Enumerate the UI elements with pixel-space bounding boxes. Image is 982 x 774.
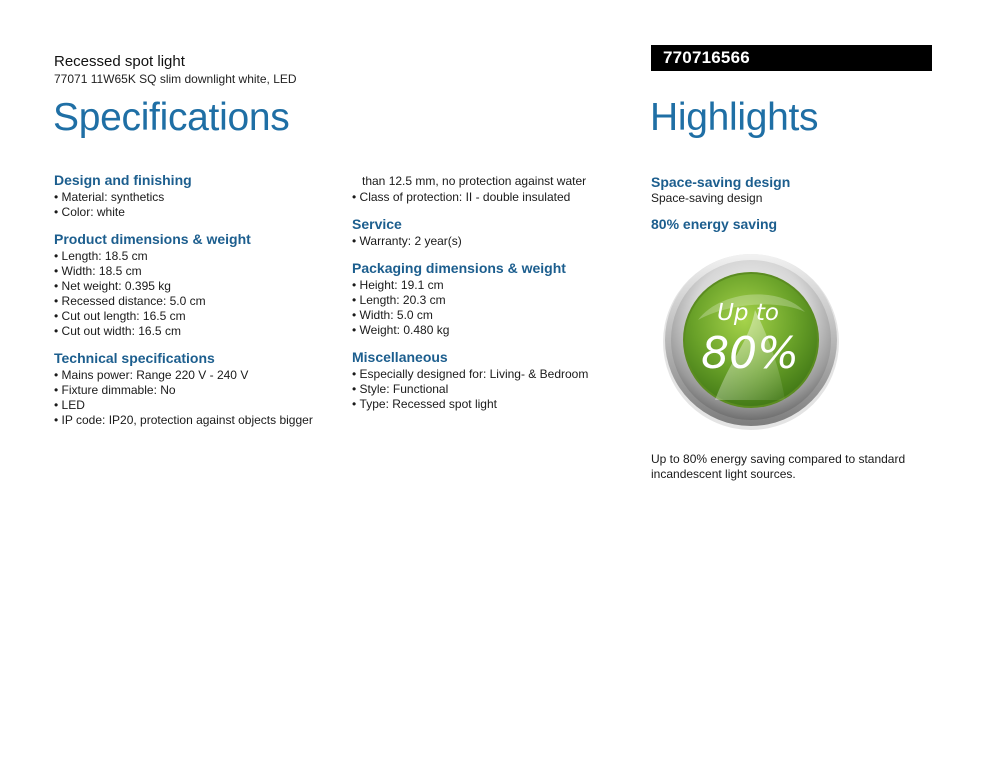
packaging-dimensions-section bbox=[352, 260, 632, 338]
spec-item: • Length: 20.3 cm bbox=[352, 293, 632, 308]
spec-item: • Width: 18.5 cm bbox=[54, 264, 334, 279]
spec-item: • Mains power: Range 220 V - 240 V bbox=[54, 368, 334, 383]
product-code-bar bbox=[651, 45, 932, 71]
section-title: Product dimensions & weight bbox=[54, 231, 251, 247]
product-code: 770716566 bbox=[663, 48, 750, 67]
spec-item: • Type: Recessed spot light bbox=[352, 397, 632, 412]
spec-list bbox=[352, 367, 632, 412]
spec-item-continuation: than 12.5 mm, no protection against water bbox=[362, 174, 587, 188]
product-dimensions-section bbox=[54, 231, 334, 339]
spec-list bbox=[54, 190, 334, 220]
spec-list bbox=[54, 249, 334, 339]
product-subtitle: 77071 11W65K SQ slim downlight white, LED bbox=[54, 72, 297, 86]
specs-column-2 bbox=[352, 174, 632, 423]
spec-item: • Warranty: 2 year(s) bbox=[352, 234, 632, 249]
spec-list bbox=[352, 278, 632, 338]
highlight-description: Space-saving design bbox=[651, 191, 763, 205]
highlights-heading: Highlights bbox=[650, 96, 819, 139]
spec-item: • Cut out width: 16.5 cm bbox=[54, 324, 334, 339]
energy-saving-badge-icon bbox=[660, 250, 842, 432]
spec-item: • Recessed distance: 5.0 cm bbox=[54, 294, 334, 309]
spec-item: • Net weight: 0.395 kg bbox=[54, 279, 334, 294]
highlight-title: Space-saving design bbox=[651, 174, 791, 190]
spec-item: • Color: white bbox=[54, 205, 334, 220]
section-title: Miscellaneous bbox=[352, 349, 448, 365]
spec-item: • Length: 18.5 cm bbox=[54, 249, 334, 264]
section-title: Technical specifications bbox=[54, 350, 215, 366]
spec-item: • Class of protection: II - double insulated bbox=[352, 190, 632, 205]
section-title: Packaging dimensions & weight bbox=[352, 260, 566, 276]
spec-item: • Width: 5.0 cm bbox=[352, 308, 632, 323]
spec-item: • Cut out length: 16.5 cm bbox=[54, 309, 334, 324]
technical-specifications-section bbox=[54, 350, 334, 428]
design-finishing-section bbox=[54, 172, 334, 220]
highlights-column bbox=[651, 174, 941, 233]
section-title: Service bbox=[352, 216, 402, 232]
highlight-space-saving bbox=[651, 174, 941, 206]
section-title: Design and finishing bbox=[54, 172, 192, 188]
spec-list bbox=[54, 368, 334, 428]
spec-list bbox=[352, 234, 632, 249]
spec-list bbox=[352, 190, 632, 205]
spec-item: • Style: Functional bbox=[352, 382, 632, 397]
spec-item: • Fixture dimmable: No bbox=[54, 383, 334, 398]
miscellaneous-section bbox=[352, 349, 632, 412]
highlight-title: 80% energy saving bbox=[651, 216, 778, 232]
spec-item: • IP code: IP20, protection against objects bigger bbox=[54, 413, 334, 428]
badge-text-percent: 80% bbox=[701, 328, 799, 379]
spec-item: • Material: synthetics bbox=[54, 190, 334, 205]
highlight-energy-saving bbox=[651, 216, 941, 233]
specifications-heading: Specifications bbox=[53, 96, 290, 139]
spec-item: • Weight: 0.480 kg bbox=[352, 323, 632, 338]
spec-item: • Height: 19.1 cm bbox=[352, 278, 632, 293]
technical-specifications-continued bbox=[352, 174, 632, 205]
service-section bbox=[352, 216, 632, 249]
specs-column-1 bbox=[54, 172, 334, 439]
product-title: Recessed spot light bbox=[54, 53, 185, 70]
spec-item: • LED bbox=[54, 398, 334, 413]
energy-saving-description: Up to 80% energy saving compared to standard incandescent light sources. bbox=[651, 452, 906, 481]
spec-item: • Especially designed for: Living- & Bedroom bbox=[352, 367, 632, 382]
badge-text-up-to: Up to bbox=[717, 300, 779, 326]
